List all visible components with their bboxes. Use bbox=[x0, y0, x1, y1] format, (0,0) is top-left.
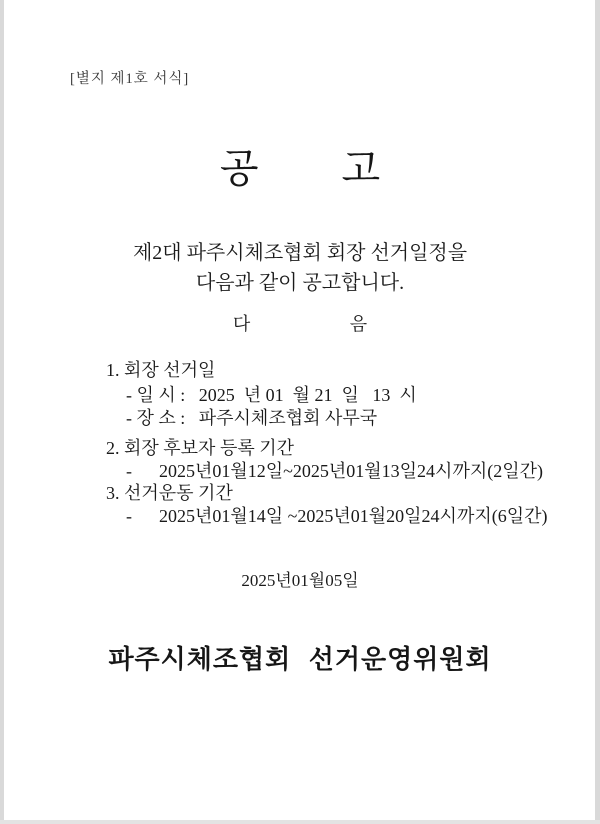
notice-title: 공 고 bbox=[219, 146, 381, 191]
scan-edge-right bbox=[595, 0, 600, 824]
scan-edge-bottom bbox=[0, 820, 600, 824]
announcement-date: 2025년01월05일 bbox=[241, 571, 359, 590]
daum-separator: 다 음 bbox=[232, 314, 368, 334]
issuing-organization-signature: 파주시체조협회 선거운영위원회 bbox=[108, 645, 492, 674]
section-1-heading: 1. 회장 선거일 bbox=[106, 360, 216, 380]
section-1-location-line: - 장 소 : 파주시체조협회 사무국 bbox=[126, 408, 378, 428]
section-3-period-line: - 2025년01월14일 ~2025년01월20일24시까지(6일간) bbox=[126, 506, 548, 526]
section-2-period-line: - 2025년01월12일~2025년01월13일24시까지(2일간) bbox=[126, 461, 543, 481]
scan-edge-left bbox=[0, 0, 4, 824]
section-2-heading: 2. 회장 후보자 등록 기간 bbox=[106, 438, 294, 458]
section-1-datetime-line: - 일 시 : 2025 년 01 월 21 일 13 시 bbox=[126, 385, 417, 405]
notice-subtitle bbox=[5, 238, 595, 298]
section-3-heading: 3. 선거운동 기간 bbox=[106, 483, 233, 503]
notice-subtitle-line2: 다음과 같이 공고합니다. bbox=[195, 272, 405, 294]
form-number-label: [별지 제1호 서식] bbox=[70, 71, 190, 87]
notice-subtitle-line1: 제2대 파주시체조협회 회장 선거일정을 bbox=[132, 242, 468, 264]
